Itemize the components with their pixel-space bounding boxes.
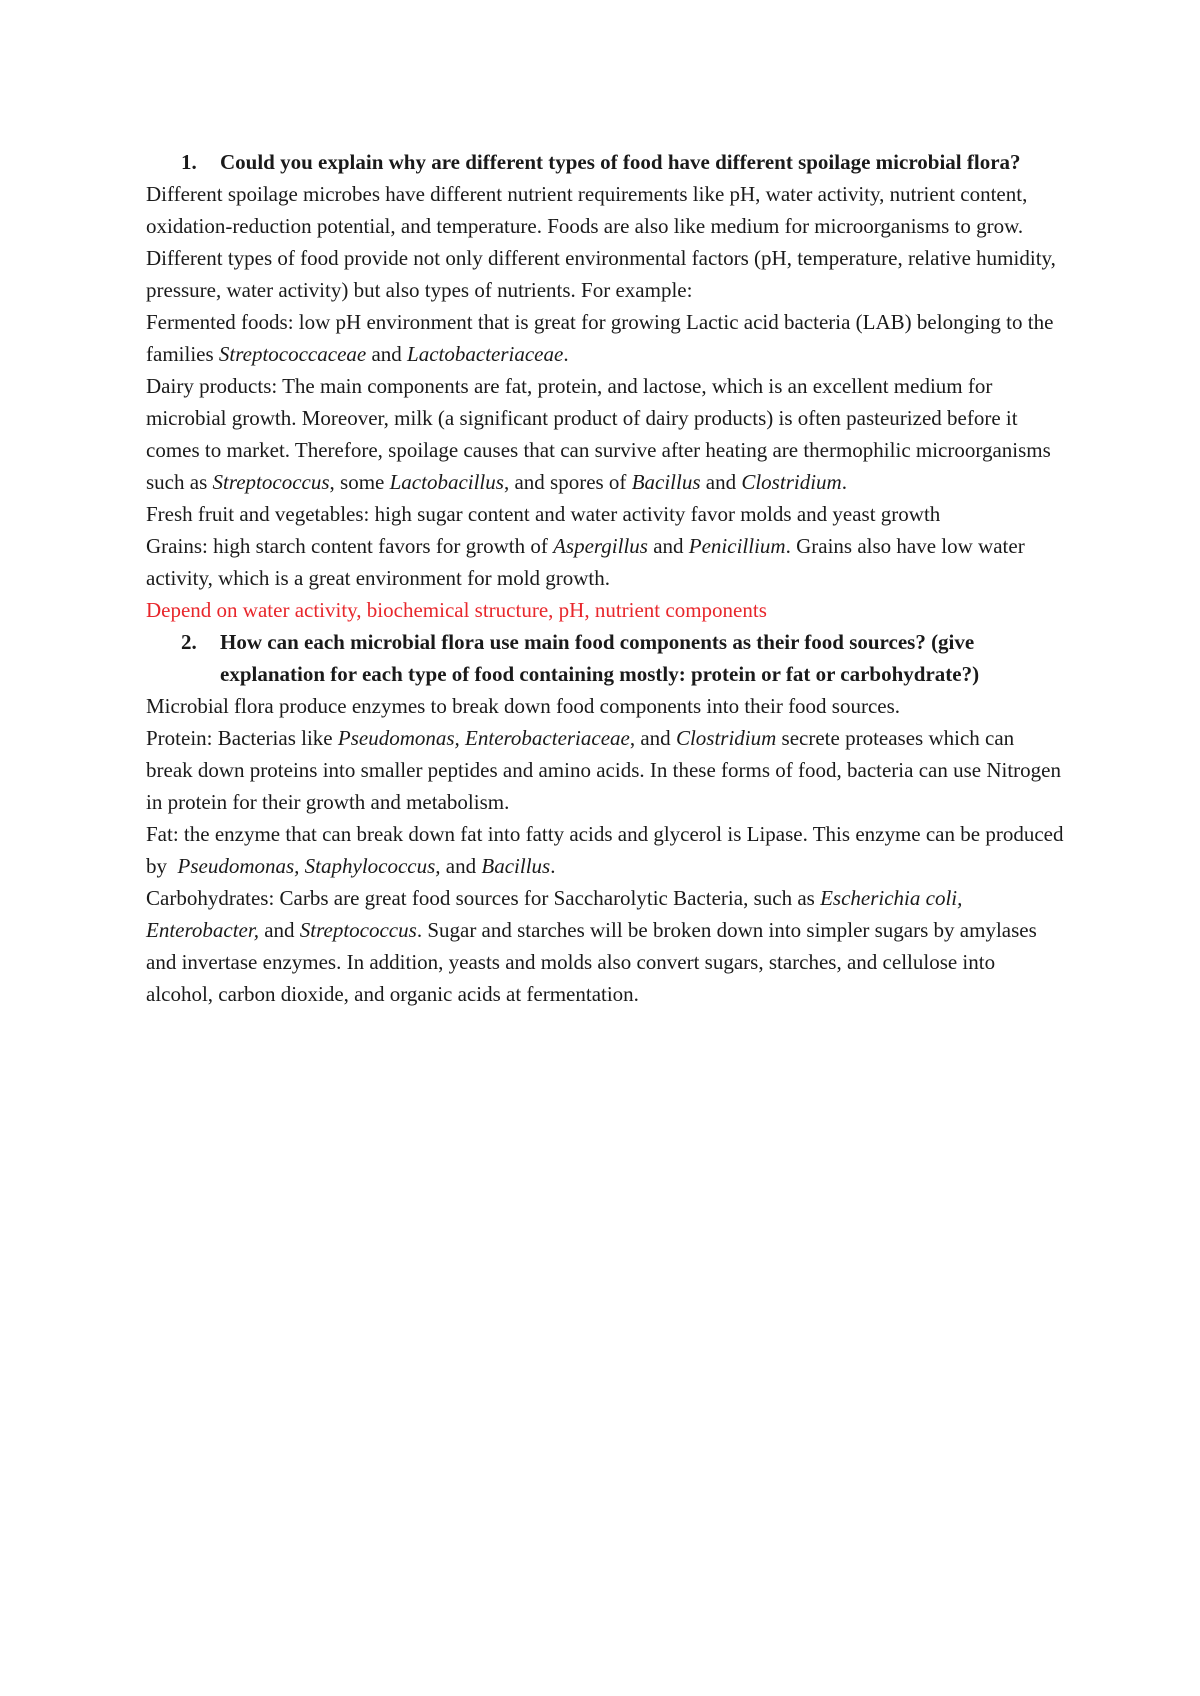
taxon-name: Penicillium [688, 534, 786, 558]
question-1-text: Could you explain why are different types of food have different spoilage microbial flora? [220, 150, 1021, 174]
answer-1-fruit-vegetables: Fresh fruit and vegetables: high sugar content and water activity favor molds and yeast growth [146, 502, 941, 526]
answer-1-grains: Grains: high starch content favors for growth of Aspergillus and Penicillium. Grains also have low water activity, which is a great environment for mold growth. [146, 534, 1025, 590]
answer-1-red-note: Depend on water activity, biochemical structure, pH, nutrient components [146, 598, 767, 622]
taxon-name: Streptococcus [212, 470, 330, 494]
taxon-name: Bacillus [631, 470, 701, 494]
answer-2-carbohydrates: Carbohydrates: Carbs are great food sources for Saccharolytic Bacteria, such as Escherichia coli, Enterobacter, and Streptococcus. Sugar and starches will be broken down into simpler sugars by amylases and invertase enzymes. In addition, yeasts and molds also convert sugars, starches, and cellulose into alcohol, carbon dioxide, and organic acids at fermentation. [146, 886, 1037, 1006]
answer-2-fat: Fat: the enzyme that can break down fat into fatty acids and glycerol is Lipase. This enzyme can be produced by Pseudomonas, Staphylococcus, and Bacillus. [146, 822, 1069, 878]
taxon-name: Lactobacteriaceae [407, 342, 564, 366]
question-2-text: How can each microbial flora use main food components as their food sources? (give explanation for each type of food containing mostly: protein or fat or carbohydrate?) [220, 630, 980, 686]
taxon-name: Escherichia coli, Enterobacter, [146, 886, 963, 942]
answer-2-protein: Protein: Bacterias like Pseudomonas, Enterobacteriaceae, and Clostridium secrete proteases which can break down proteins into smaller peptides and amino acids. In these forms of food, bacteria can use Nitrogen in protein for their growth and metabolism. [146, 726, 1061, 814]
question-2-heading [146, 626, 1066, 690]
taxon-name: Bacillus [481, 854, 551, 878]
document-body [146, 146, 1069, 1010]
answer-2-intro: Microbial flora produce enzymes to break down food components into their food sources. [146, 694, 901, 718]
answer-1-intro: Different spoilage microbes have different nutrient requirements like pH, water activity, nutrient content, oxidation-reduction potential, and temperature. Foods are also like medium for microorganisms to grow. Different types of food provide not only different environmental factors (pH, temperature, relative humidity, pressure, water activity) but also types of nutrients. For example: [146, 182, 1056, 302]
taxon-name: Clostridium [741, 470, 842, 494]
question-1-heading [146, 146, 1066, 178]
answer-1-fermented-foods: Fermented foods: low pH environment that is great for growing Lactic acid bacteria (LAB) belonging to the families Streptococcaceae and Lactobacteriaceae. [146, 310, 1054, 366]
question-1-number: 1. [181, 150, 197, 174]
taxon-name: Streptococcaceae [218, 342, 367, 366]
taxon-name: Pseudomonas, Enterobacteriaceae [337, 726, 630, 750]
question-2-number: 2. [181, 630, 197, 654]
taxon-name: Streptococcus [299, 918, 417, 942]
answer-1-dairy-products: Dairy products: The main components are fat, protein, and lactose, which is an excellent medium for microbial growth. Moreover, milk (a significant product of dairy products) is often pasteurized before it comes to market. Therefore, spoilage causes that can survive after heating are thermophilic microorganisms such as Streptococcus, some Lactobacillus, and spores of Bacillus and Clostridium. [146, 374, 1051, 494]
taxon-name: Pseudomonas, Staphylococcus, [177, 854, 441, 878]
taxon-name: Clostridium [675, 726, 777, 750]
taxon-name: Aspergillus [553, 534, 648, 558]
taxon-name: Lactobacillus [389, 470, 504, 494]
